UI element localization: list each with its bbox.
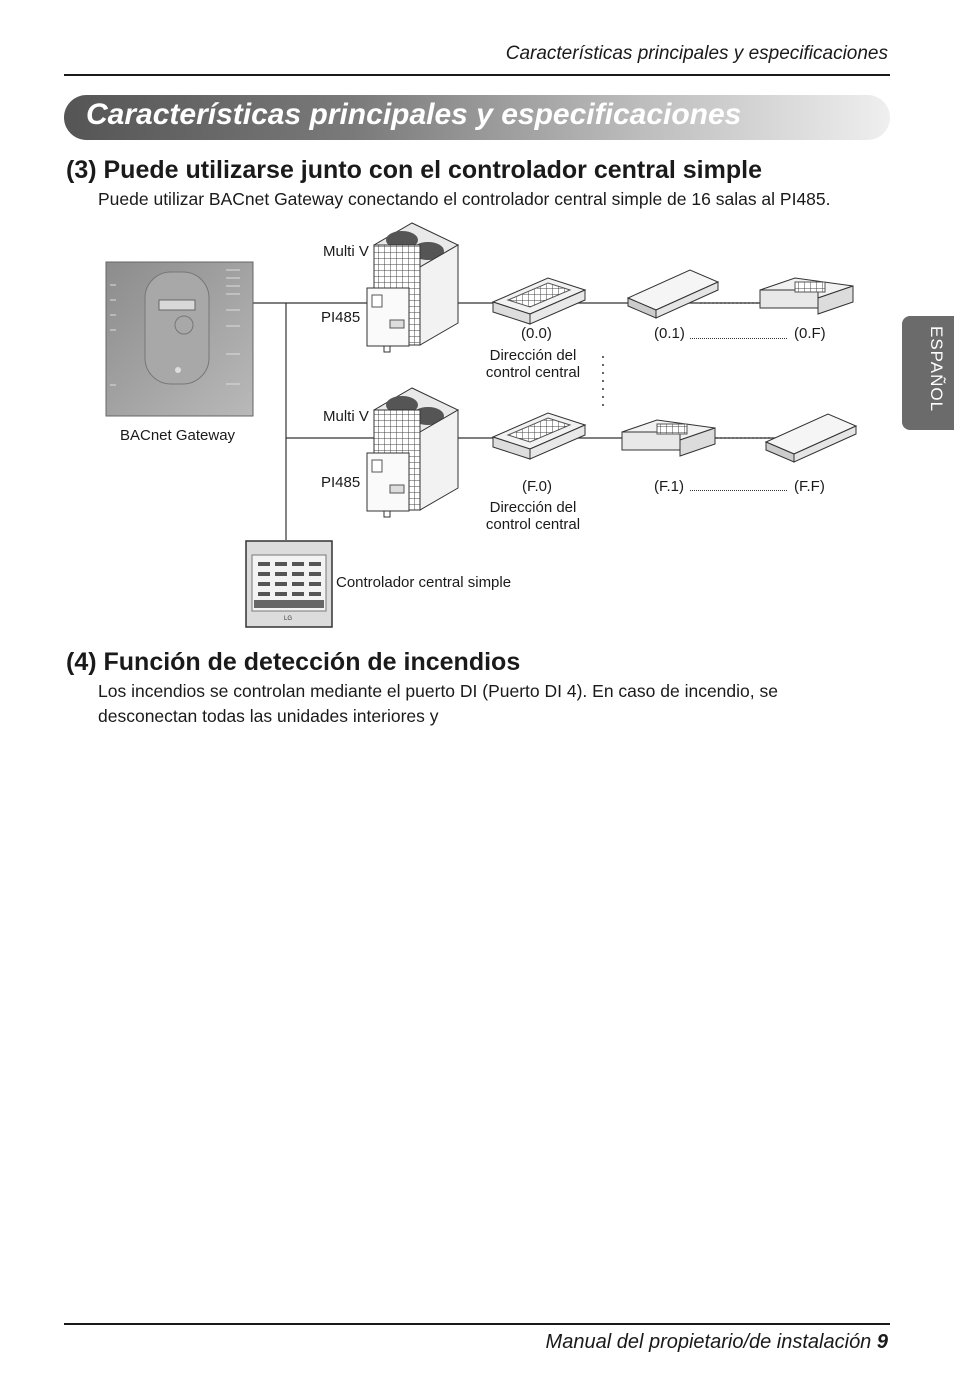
pi485-board-1 [367,288,409,352]
section3-text: Puede utilizar BACnet Gateway conectando el controlador central simple de 16 salas al PI485. [98,189,831,209]
duct-unit-F1 [622,420,715,456]
ceiling-unit-FF [766,414,856,462]
system-diagram [0,0,954,640]
address-0-F: (0.F) [794,325,826,342]
address-range-dots-2 [690,490,787,491]
running-header: Características principales y especificaciones [505,43,888,64]
address-range-dots-1 [690,338,787,339]
ceiling-unit-01 [628,270,718,318]
central-address-label-2-line2: control central [485,516,581,533]
section4-text-line2: desconectan todas las unidades interiores y [98,706,439,726]
bacnet-gateway-device [106,262,253,416]
central-address-label-1 [472,347,594,381]
cassette-unit-00 [493,278,585,324]
address-0-0: (0.0) [521,325,552,342]
vertical-ellipsis [602,356,604,406]
pi485-label-2: PI485 [321,474,361,491]
duct-unit-0F [760,278,853,314]
multi-v-label-1: Multi V [323,243,369,260]
cassette-unit-F0 [493,413,585,459]
bacnet-gateway-label: BACnet Gateway [120,427,236,444]
footer [546,1331,888,1354]
page-number: 9 [876,1331,888,1353]
controller-brand: LG [283,616,293,622]
dotted-links [700,303,770,438]
address-0-1: (0.1) [654,325,685,342]
language-tab-label: ESPAÑOL [927,326,946,413]
section4-text [98,679,888,729]
footer-manual-title: Manual del propietario/de instalación [545,1331,872,1353]
pi485-board-2 [367,453,409,517]
section3-title: (3) Puede utilizarse junto con el controlador central simple [66,156,762,184]
address-F-F: (F.F) [794,478,825,495]
section4-text-line1: Los incendios se controlan mediante el puerto DI (Puerto DI 4). En caso de incendio, se [98,681,778,701]
central-address-label-1-line2: control central [485,364,581,381]
banner-title: Características principales y especificaciones [86,98,742,131]
central-address-label-1-line1: Dirección del [489,347,577,364]
address-F-1: (F.1) [654,478,684,495]
pi485-label-1: PI485 [321,309,361,326]
footer-rule [64,1323,890,1325]
section4-title: (4) Función de detección de incendios [66,648,521,676]
simple-central-controller-device [246,541,332,627]
simple-controller-label: Controlador central simple [336,574,512,591]
central-address-label-2-line1: Dirección del [489,499,577,516]
central-address-label-2 [472,499,594,533]
multi-v-label-2: Multi V [323,408,369,425]
address-F-0: (F.0) [522,478,552,495]
